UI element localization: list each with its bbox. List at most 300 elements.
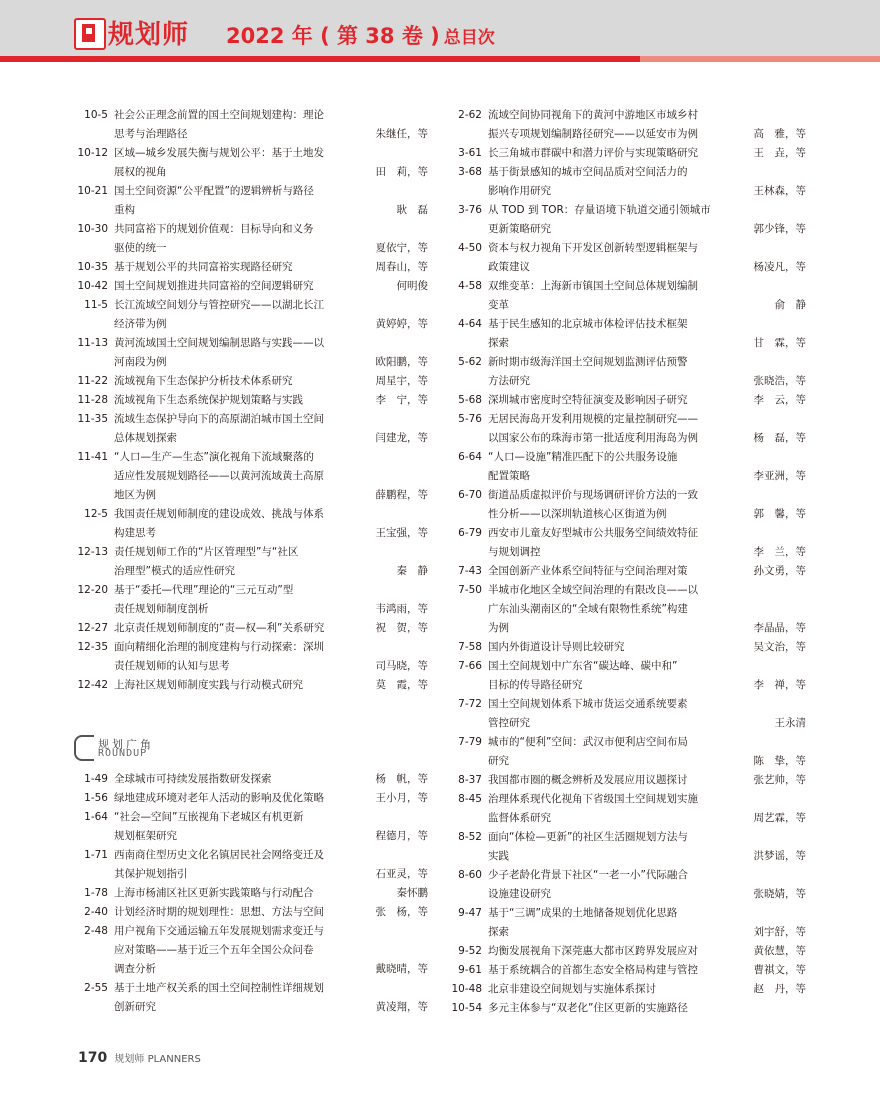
- toc-entry-title: [488, 638, 756, 657]
- toc-entry-title-line: 长江流域空间划分与管控研究——以湖北长江: [114, 299, 324, 311]
- toc-entry-author: 高 雅，等: [753, 128, 806, 140]
- toc-entry-code: 10-12: [77, 147, 108, 159]
- toc-entry-code: 12-35: [77, 641, 108, 653]
- toc-entry: [72, 296, 452, 334]
- toc-entry-code: 9-52: [458, 945, 482, 957]
- toc-entry: [72, 144, 452, 182]
- toc-entry-author: 洪梦谣，等: [753, 850, 806, 862]
- toc-entry: [72, 846, 452, 884]
- toc-entry-author: 甘 霖，等: [753, 337, 806, 349]
- toc-entry-code: 12-5: [84, 508, 108, 520]
- toc-entry-title-line: 责任规划师的认知与思考: [114, 660, 230, 672]
- toc-entry: [446, 410, 826, 448]
- toc-entry: [72, 505, 452, 543]
- toc-entry-title: [488, 790, 756, 828]
- toc-entry-author: 杨 帆，等: [375, 773, 428, 785]
- toc-entry-author: 张晓浩，等: [753, 375, 806, 387]
- toc-entry: [72, 884, 452, 903]
- toc-entry: [446, 315, 826, 353]
- toc-entry-title: [488, 239, 756, 277]
- toc-entry: [446, 733, 826, 771]
- toc-entry: [72, 581, 452, 619]
- toc-entry-title-line: 绿地建成环境对老年人活动的影响及优化策略: [114, 792, 324, 804]
- toc-entry-title-line: 国内外街道设计导则比较研究: [488, 641, 625, 653]
- toc-entry-code: 8-52: [458, 831, 482, 843]
- toc-entry-author: 欧阳鹏，等: [375, 356, 428, 368]
- page-footer: [78, 1050, 201, 1066]
- toc-entry-title: [114, 789, 400, 808]
- toc-entry-title: [488, 448, 756, 486]
- toc-entry-title-line: 河南段为例: [114, 356, 167, 368]
- toc-entry-title-line: 实践: [488, 850, 509, 862]
- toc-entry-title: [488, 353, 756, 391]
- toc-entry-title-line: 与规划调控: [488, 546, 541, 558]
- toc-entry-title-line: 设施建设研究: [488, 888, 551, 900]
- toc-entry-code: 1-56: [84, 792, 108, 804]
- toc-entry-title-line: 探索: [488, 337, 509, 349]
- toc-entry-title-line: 全球城市可持续发展指数研发探索: [114, 773, 272, 785]
- toc-entry-author: 程德月，等: [375, 830, 428, 842]
- toc-entry-title-line: 规划框架研究: [114, 830, 177, 842]
- toc-entry-title-line: 基于系统耦合的首都生态安全格局构建与管控: [488, 964, 698, 976]
- toc-entry-author: 李亚洲，等: [753, 470, 806, 482]
- toc-entry: [446, 980, 826, 999]
- toc-entry-author: 李 云，等: [753, 394, 806, 406]
- toc-entry-title-line: 北京非建设空间规划与实施体系探讨: [488, 983, 656, 995]
- toc-entry-title: [488, 486, 756, 524]
- toc-entry-title-line: 从 TOD 到 TOR：存量语境下轨道交通引领城市: [488, 204, 711, 216]
- toc-entry-author: 刘宇舒，等: [753, 926, 806, 938]
- section-title-cn: 规划广角: [98, 738, 154, 751]
- toc-entry-title-line: 驱使的统一: [114, 242, 167, 254]
- toc-entry-title: [114, 334, 400, 372]
- toc-entry: [446, 524, 826, 562]
- toc-entry-title: [114, 106, 400, 144]
- toc-entry-title: [114, 676, 400, 695]
- toc-entry-code: 6-79: [458, 527, 482, 539]
- toc-entry-title-line: 上海社区规划师制度实践与行动模式研究: [114, 679, 303, 691]
- toc-entry: [72, 638, 452, 676]
- toc-entry-code: 5-68: [458, 394, 482, 406]
- toc-entry-author: 薛鹏程，等: [375, 489, 428, 501]
- toc-entry-code: 3-61: [458, 147, 482, 159]
- toc-entry: [446, 391, 826, 410]
- toc-entry-title-line: 配置策略: [488, 470, 530, 482]
- toc-entry-author: 何明俊: [396, 280, 428, 292]
- toc-entry-code: 10-54: [451, 1002, 482, 1014]
- toc-entry-title: [114, 903, 400, 922]
- toc-entry-author: 赵 丹，等: [753, 983, 806, 995]
- toc-entry-title: [488, 828, 756, 866]
- header-rule-red: [0, 56, 640, 62]
- toc-entry-title: [488, 695, 756, 733]
- toc-entry-author: 王 垚，等: [753, 147, 806, 159]
- toc-entry-author: 田 莉，等: [375, 166, 428, 178]
- toc-entry-title-line: 街道品质虚拟评价与现场调研评价方法的一致: [488, 489, 698, 501]
- toc-entry-title: [114, 846, 400, 884]
- toc-entry-title-line: 基于街景感知的城市空间品质对空间活力的: [488, 166, 688, 178]
- toc-entry-title-line: 展权的视角: [114, 166, 167, 178]
- toc-entry-title-line: 基于民生感知的北京城市体检评估技术框架: [488, 318, 688, 330]
- toc-entry-title: [488, 980, 756, 999]
- toc-entry: [446, 942, 826, 961]
- toc-entry-code: 1-71: [84, 849, 108, 861]
- toc-entry-title-line: 全国创新产业体系空间特征与空间治理对策: [488, 565, 688, 577]
- toc-entry: [446, 277, 826, 315]
- toc-entry-code: 8-45: [458, 793, 482, 805]
- toc-entry-author: 王林森，等: [753, 185, 806, 197]
- toc-entry-title-line: 重构: [114, 204, 135, 216]
- toc-entry-title: [114, 619, 400, 638]
- toc-entry: [72, 448, 452, 505]
- toc-entry-code: 2-62: [458, 109, 482, 121]
- toc-entry-code: 6-64: [458, 451, 482, 463]
- toc-entry-code: 11-35: [77, 413, 108, 425]
- toc-entry-title: [488, 961, 756, 980]
- toc-entry-title-line: 长三角城市群碳中和潜力评价与实现策略研究: [488, 147, 698, 159]
- toc-entry-code: 7-72: [458, 698, 482, 710]
- toc-entry: [446, 904, 826, 942]
- toc-entry-author: 祝 贺，等: [375, 622, 428, 634]
- toc-entry-title: [488, 562, 756, 581]
- toc-entry-code: 2-40: [84, 906, 108, 918]
- toc-entry-author: 王宝强，等: [375, 527, 428, 539]
- toc-entry-title-line: 管控研究: [488, 717, 530, 729]
- toc-entry-code: 7-58: [458, 641, 482, 653]
- toc-entry-title-line: 振兴专项规划编制路径研究——以延安市为例: [488, 128, 698, 140]
- toc-entry-title-line: 共同富裕下的规划价值观：目标导向和义务: [114, 223, 314, 235]
- toc-entry-title-line: 变革: [488, 299, 509, 311]
- toc-entry-title-line: 新时期市级海洋国土空间规划监测评估预警: [488, 356, 688, 368]
- toc-entry: [72, 543, 452, 581]
- toc-entry-code: 1-78: [84, 887, 108, 899]
- section-heading-roundup: [74, 733, 194, 761]
- toc-entry-title: [114, 410, 400, 448]
- toc-entry-title-line: 基于规划公平的共同富裕实现路径研究: [114, 261, 293, 273]
- toc-entry-code: 11-5: [84, 299, 108, 311]
- page-header: [0, 0, 880, 56]
- toc-entry-author: 俞 静: [774, 299, 806, 311]
- toc-entry-title-line: 区域—城乡发展失衡与规划公平：基于土地发: [114, 147, 324, 159]
- toc-entry-title-line: 影响作用研究: [488, 185, 551, 197]
- toc-entry-title-line: 黄河流域国土空间规划编制思路与实践——以: [114, 337, 324, 349]
- toc-entry-code: 5-62: [458, 356, 482, 368]
- toc-entry-title-line: 调查分析: [114, 963, 156, 975]
- issue-year-volume: 2022 年 ( 第 38 卷 ): [226, 24, 440, 48]
- toc-entry-title-line: 多元主体参与“双老化”住区更新的实施路径: [488, 1002, 688, 1014]
- toc-entry-title: [488, 315, 756, 353]
- toc-entry-title: [114, 372, 400, 391]
- toc-entry-title-line: 研究: [488, 755, 509, 767]
- toc-entry: [446, 828, 826, 866]
- toc-entry-title: [488, 771, 756, 790]
- toc-entry-title-line: 流域空间协同视角下的黄河中游地区市域乡村: [488, 109, 698, 121]
- toc-entry-author: 杨凌凡，等: [753, 261, 806, 273]
- toc-entry-title: [488, 581, 756, 638]
- toc-entry: [446, 106, 826, 144]
- toc-entry-author: 李 禅，等: [753, 679, 806, 691]
- toc-entry-title-line: 上海市杨浦区社区更新实践策略与行动配合: [114, 887, 314, 899]
- toc-entry-code: 4-58: [458, 280, 482, 292]
- toc-entry-title-line: 资本与权力视角下开发区创新转型逻辑框架与: [488, 242, 698, 254]
- toc-entry-title-line: 城市的“便利”空间：武汉市便利店空间布局: [488, 736, 688, 748]
- toc-entry-title-line: 其保护规划指引: [114, 868, 188, 880]
- toc-entry-title-line: 深圳城市密度时空特征演变及影响因子研究: [488, 394, 688, 406]
- toc-entry-code: 10-48: [451, 983, 482, 995]
- toc-entry-title: [488, 904, 756, 942]
- toc-entry-title: [114, 258, 400, 277]
- toc-entry-author: 杨 磊，等: [753, 432, 806, 444]
- toc-entry-author: 朱继任，等: [375, 128, 428, 140]
- toc-entry: [446, 790, 826, 828]
- toc-entry-title-line: 半城市化地区全域空间治理的有限改良——以: [488, 584, 698, 596]
- toc-entry: [72, 391, 452, 410]
- toc-entry: [446, 486, 826, 524]
- toc-entry-title-line: 更新策略研究: [488, 223, 551, 235]
- toc-entry: [446, 144, 826, 163]
- toc-entry-title-line: “社会—空间”互嵌视角下老城区有机更新: [114, 811, 304, 823]
- toc-entry-title-line: 用户视角下交通运输五年发展规划需求变迁与: [114, 925, 324, 937]
- toc-entry: [446, 239, 826, 277]
- toc-entry-code: 8-60: [458, 869, 482, 881]
- toc-entry-code: 10-21: [77, 185, 108, 197]
- toc-entry-title-line: 应对策略——基于近三个五年全国公众问卷: [114, 944, 314, 956]
- toc-entry-title-line: 均衡发展视角下深莞惠大都市区跨界发展应对: [488, 945, 698, 957]
- toc-entry-title-line: 构建思考: [114, 527, 156, 539]
- toc-entry-title-line: 计划经济时期的规划理性：思想、方法与空间: [114, 906, 324, 918]
- toc-entry: [446, 638, 826, 657]
- toc-entry-title-line: 国土空间规划中广东省“碳达峰、碳中和”: [488, 660, 678, 672]
- toc-entry-code: 5-76: [458, 413, 482, 425]
- header-rule-pink: [640, 56, 880, 62]
- toc-entry-title-line: 少子老龄化背景下社区“一老一小”代际融合: [488, 869, 688, 881]
- toc-entry-author: 周星宇，等: [375, 375, 428, 387]
- toc-entry-code: 10-35: [77, 261, 108, 273]
- toc-entry-title: [114, 581, 400, 619]
- toc-entry-title-line: 西安市儿童友好型城市公共服务空间绩效特征: [488, 527, 698, 539]
- toc-entry: [72, 979, 452, 1017]
- toc-entry: [446, 657, 826, 695]
- toc-entry-author: 张艺帅，等: [753, 774, 806, 786]
- toc-entry-title-line: 北京责任规划师制度的“责—权—利”关系研究: [114, 622, 325, 634]
- toc-entry-title-line: 责任规划师工作的“片区管理型”与“社区: [114, 546, 299, 558]
- toc-entry: [72, 676, 452, 695]
- toc-entry-title: [488, 144, 756, 163]
- toc-entry: [72, 106, 452, 144]
- toc-entry-title-line: 责任规划师制度剖析: [114, 603, 209, 615]
- toc-entry: [72, 410, 452, 448]
- toc-entry: [446, 353, 826, 391]
- toc-entry-author: 李晶晶，等: [753, 622, 806, 634]
- toc-entry: [446, 581, 826, 638]
- planners-logo-icon: [74, 18, 106, 50]
- toc-entry-title-line: 流域生态保护导向下的高原湖泊城市国土空间: [114, 413, 324, 425]
- toc-entry: [446, 866, 826, 904]
- toc-entry-code: 4-50: [458, 242, 482, 254]
- toc-entry-code: 12-13: [77, 546, 108, 558]
- toc-entry-title-line: 广东汕头潮南区的“全域有限物性系统”构建: [488, 603, 688, 615]
- toc-entry-title-line: 基于“委托—代理”理论的“三元互动”型: [114, 584, 294, 596]
- brand-title: 规划师: [108, 20, 190, 50]
- toc-entry-title-line: 国土空间规划体系下城市货运交通系统要素: [488, 698, 688, 710]
- toc-entry-author: 秦怀鹏: [396, 887, 428, 899]
- toc-entry-title-line: 治理体系现代化视角下省级国土空间规划实施: [488, 793, 698, 805]
- toc-entry-title-line: 西南商住型历史文化名镇居民社会网络变迁及: [114, 849, 324, 861]
- toc-entry-author: 郭 馨，等: [753, 508, 806, 520]
- toc-entry-code: 2-48: [84, 925, 108, 937]
- toc-entry-code: 12-20: [77, 584, 108, 596]
- toc-entry: [72, 770, 452, 789]
- toc-entry: [72, 789, 452, 808]
- toc-entry-author: 吴文治，等: [753, 641, 806, 653]
- toc-entry: [72, 220, 452, 258]
- toc-entry-title: [114, 277, 400, 296]
- toc-entry: [446, 695, 826, 733]
- toc-entry-author: 李 兰，等: [753, 546, 806, 558]
- toc-entry-author: 戴晓晴，等: [375, 963, 428, 975]
- toc-entry-author: 李 宁，等: [375, 394, 428, 406]
- toc-entry-title-line: 流域视角下生态保护分析技术体系研究: [114, 375, 293, 387]
- toc-entry-code: 11-28: [77, 394, 108, 406]
- toc-entry-title-line: “人口—生产—生态”演化视角下流域聚落的: [114, 451, 314, 463]
- toc-entry-author: 陈 挚，等: [753, 755, 806, 767]
- toc-entry-title-line: 我国都市圈的概念辨析及发展应用议题探讨: [488, 774, 688, 786]
- toc-entry-title-line: 社会公正理念前置的国土空间规划建构：理论: [114, 109, 324, 121]
- toc-entry-author: 孙文勇，等: [753, 565, 806, 577]
- toc-entry-title-line: 政策建议: [488, 261, 530, 273]
- toc-entry-title-line: “人口—设施”精准匹配下的公共服务设施: [488, 451, 678, 463]
- toc-entry: [72, 808, 452, 846]
- toc-entry-title: [488, 410, 756, 448]
- toc-entry-author: 黄婷婷，等: [375, 318, 428, 330]
- toc-entry-code: 11-13: [77, 337, 108, 349]
- section-mark-icon: [74, 735, 94, 761]
- toc-entry-title: [114, 808, 400, 846]
- toc-entry: [446, 771, 826, 790]
- toc-entry: [446, 999, 826, 1018]
- toc-entry-title-line: 流域视角下生态系统保护规划策略与实践: [114, 394, 303, 406]
- toc-entry: [446, 201, 826, 239]
- toc-entry-title: [114, 884, 400, 903]
- toc-entry-title-line: 地区为例: [114, 489, 156, 501]
- toc-entry-code: 10-5: [84, 109, 108, 121]
- toc-entry-title: [114, 220, 400, 258]
- toc-entry-title: [114, 770, 400, 789]
- toc-entry-author: 曹祺文，等: [753, 964, 806, 976]
- toc-entry-author: 周艺霖，等: [753, 812, 806, 824]
- toc-entry-title: [114, 505, 400, 543]
- toc-entry-code: 4-64: [458, 318, 482, 330]
- toc-entry-title: [114, 979, 400, 1017]
- toc-entry-author: 耿 磊: [396, 204, 428, 216]
- toc-entry-code: 10-42: [77, 280, 108, 292]
- toc-entry-author: 夏依宁，等: [375, 242, 428, 254]
- toc-entry-title-line: 性分析——以深圳轨道核心区街道为例: [488, 508, 667, 520]
- issue-suffix: 总目次: [443, 28, 495, 48]
- toc-entry-title: [488, 163, 756, 201]
- toc-entry-title-line: 为例: [488, 622, 509, 634]
- toc-entry-title: [488, 942, 756, 961]
- toc-entry-title: [488, 866, 756, 904]
- toc-entry-title: [488, 524, 756, 562]
- toc-entry-title: [114, 296, 400, 334]
- toc-entry-author: 韦鸿雨，等: [375, 603, 428, 615]
- toc-entry-code: 9-61: [458, 964, 482, 976]
- toc-entry-code: 7-50: [458, 584, 482, 596]
- toc-entry-title-line: 我国责任规划师制度的建设成效、挑战与体系: [114, 508, 324, 520]
- toc-entry-title: [114, 182, 400, 220]
- toc-entry-author: 张晓婧，等: [753, 888, 806, 900]
- toc-entry-code: 11-22: [77, 375, 108, 387]
- toc-entry-author: 司马晓，等: [375, 660, 428, 672]
- toc-entry-title: [114, 391, 400, 410]
- toc-entry: [446, 961, 826, 980]
- toc-entry-title-line: 无居民海岛开发利用规模的定量控制研究——: [488, 413, 698, 425]
- toc-entry-code: 1-64: [84, 811, 108, 823]
- toc-entry-title: [114, 922, 400, 979]
- toc-entry: [72, 922, 452, 979]
- toc-entry: [446, 562, 826, 581]
- toc-entry: [72, 372, 452, 391]
- toc-entry-title-line: 面向“体检—更新”的社区生活圈规划方法与: [488, 831, 688, 843]
- toc-entry: [72, 277, 452, 296]
- issue-title: [226, 20, 495, 50]
- toc-entry-code: 3-76: [458, 204, 482, 216]
- toc-entry-code: 11-41: [77, 451, 108, 463]
- toc-entry-author: 王小月，等: [375, 792, 428, 804]
- toc-entry-title: [114, 448, 400, 505]
- toc-entry-code: 9-47: [458, 907, 482, 919]
- toc-entry-title: [114, 144, 400, 182]
- toc-entry: [72, 903, 452, 922]
- toc-column-right: [446, 106, 826, 1018]
- toc-entry: [72, 182, 452, 220]
- toc-entry-title-line: 思考与治理路径: [114, 128, 188, 140]
- toc-entry-author: 石亚灵，等: [375, 868, 428, 880]
- toc-entry-author: 闫建龙，等: [375, 432, 428, 444]
- toc-entry-author: 王永清: [774, 717, 806, 729]
- toc-entry-title-line: 方法研究: [488, 375, 530, 387]
- toc-entry-author: 周春山，等: [375, 261, 428, 273]
- toc-entry-code: 7-79: [458, 736, 482, 748]
- toc-column-left: [72, 106, 452, 695]
- toc-entry-title-line: 基于“三调”成果的土地储备规划优化思路: [488, 907, 678, 919]
- footer-journal: 规划师 PLANNERS: [114, 1054, 201, 1065]
- toc-entry: [446, 163, 826, 201]
- toc-entry-author: 郭少锋，等: [753, 223, 806, 235]
- toc-entry-code: 7-43: [458, 565, 482, 577]
- toc-entry-title-line: 面向精细化治理的制度建构与行动探索：深圳: [114, 641, 324, 653]
- toc-entry-title: [488, 733, 756, 771]
- toc-entry-author: 黄依慧，等: [753, 945, 806, 957]
- toc-entry-title-line: 监督体系研究: [488, 812, 551, 824]
- toc-entry-title: [488, 999, 756, 1018]
- toc-entry-author: 莫 霞，等: [375, 679, 428, 691]
- toc-entry: [446, 448, 826, 486]
- toc-entry-code: 8-37: [458, 774, 482, 786]
- toc-entry-code: 12-27: [77, 622, 108, 634]
- toc-entry-author: 张 杨，等: [375, 906, 428, 918]
- toc-entry-title: [488, 391, 756, 410]
- toc-entry-title-line: 探索: [488, 926, 509, 938]
- toc-entry-title-line: 创新研究: [114, 1001, 156, 1013]
- toc-entry: [72, 334, 452, 372]
- section-title-en: ROUNDUP: [98, 748, 148, 759]
- toc-entry-title-line: 基于土地产权关系的国土空间控制性详细规划: [114, 982, 324, 994]
- toc-entry-code: 2-55: [84, 982, 108, 994]
- toc-entry-code: 7-66: [458, 660, 482, 672]
- toc-entry-code: 3-68: [458, 166, 482, 178]
